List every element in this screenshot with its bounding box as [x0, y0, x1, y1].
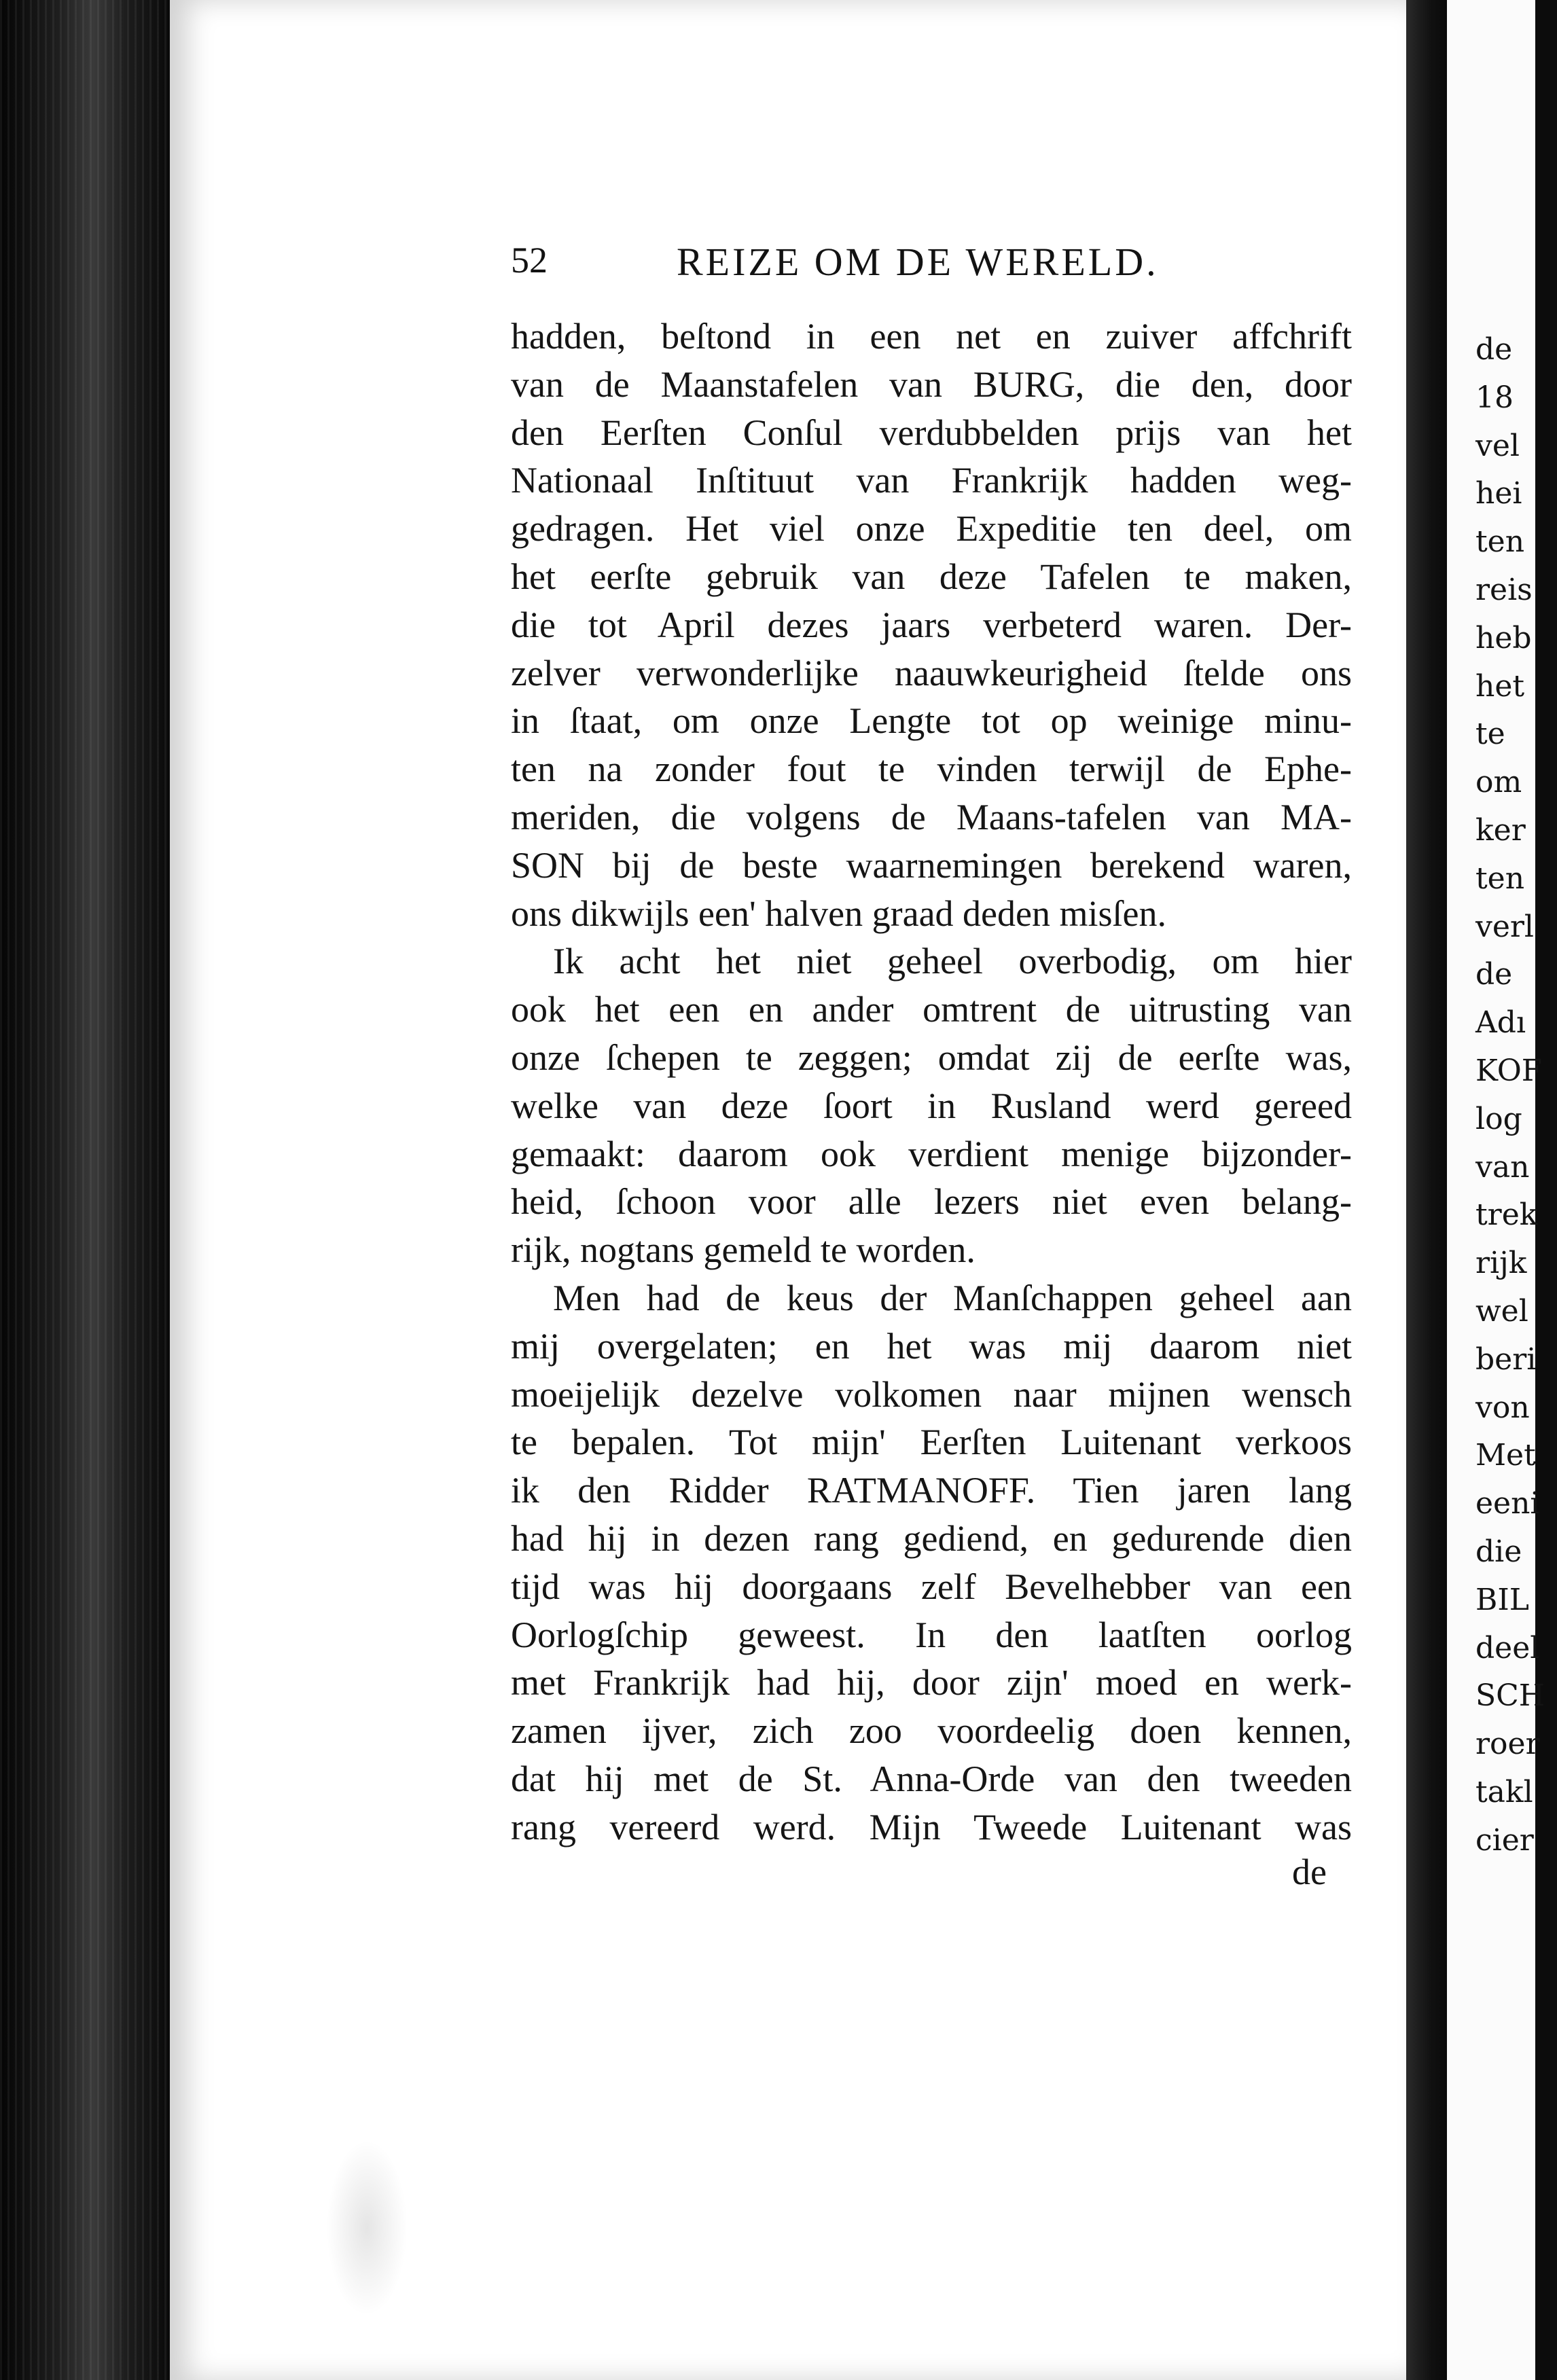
text-line: dat hij met de St. Anna-Orde van den tweeden [511, 1758, 1352, 1799]
fragment-line: het [1475, 668, 1525, 704]
text-line: gedragen. Het viel onze Expeditie ten deel, om [511, 508, 1352, 549]
text-line: welke van deze ſoort in Rusland werd gereed [511, 1085, 1352, 1126]
text-line: zelver verwonderlijke naauwkeurigheid ſtelde ons [511, 652, 1352, 693]
text-line: Oorlogſchip geweest. In den laatſten oorlog [511, 1614, 1352, 1655]
text-line: Men had de keus der Manſchappen geheel aan [553, 1277, 1352, 1318]
fragment-line: takl [1475, 1774, 1533, 1809]
fragment-line: SCH [1475, 1678, 1545, 1714]
running-header [511, 239, 1204, 293]
fragment-line: de [1475, 332, 1513, 367]
text-line: tijd was hij doorgaans zelf Bevelhebber van een [511, 1566, 1352, 1607]
book-gutter [1406, 0, 1447, 2380]
text-line: ook het een en ander omtrent de uitrusting van [511, 989, 1352, 1030]
fragment-line: ker [1475, 812, 1526, 848]
fragment-line: cier [1475, 1822, 1534, 1858]
fragment-line: beri [1475, 1341, 1537, 1377]
fragment-line: om [1475, 765, 1522, 800]
fragment-line: ten [1475, 861, 1525, 896]
fragment-line: BIL [1475, 1582, 1529, 1617]
fragment-line: te [1475, 717, 1505, 752]
fragment-line: 18 [1475, 380, 1514, 415]
fragment-line: van [1475, 1149, 1530, 1185]
fragment-line: vel [1475, 428, 1520, 463]
text-line: rijk, nogtans gemeld te worden. [511, 1229, 976, 1271]
text-line: te bepalen. Tot mijn' Eerſten Luitenant verkoos [511, 1422, 1352, 1463]
text-line: Nationaal Inſtituut van Frankrijk hadden weg- [511, 460, 1352, 501]
fragment-line: wel [1475, 1293, 1528, 1329]
fragment-line: reis [1475, 572, 1533, 607]
fragment-line: Met [1475, 1438, 1536, 1473]
text-line: ons dikwijls een' halven graad deden misſen. [511, 892, 1166, 934]
text-line: ik den Ridder RATMANOFF. Tien jaren lang [511, 1470, 1352, 1511]
fragment-line: deel [1475, 1630, 1540, 1665]
fragment-line: Adı [1475, 1005, 1526, 1041]
fragment-line: von [1475, 1390, 1530, 1425]
fragment-line: hei [1475, 476, 1522, 511]
text-line: had hij in dezen rang gediend, en gedurende dien [511, 1517, 1352, 1559]
text-line: zamen ijver, zich zoo voordeelig doen kennen, [511, 1710, 1352, 1752]
text-line: die tot April dezes jaars verbeterd waren. Der- [511, 604, 1352, 645]
fragment-line: roer [1475, 1727, 1540, 1762]
fragment-line: KOF [1475, 1053, 1543, 1088]
fragment-line: trek [1475, 1197, 1538, 1233]
catchword: de [1292, 1852, 1327, 1892]
page-number: 52 [511, 240, 548, 281]
text-line: SON bij de beste waarnemingen berekend waren, [511, 844, 1352, 886]
running-title: REIZE OM DE WERELD. [677, 240, 1159, 284]
text-line: meriden, die volgens de Maans-tafelen van MA- [511, 796, 1352, 837]
text-line: moeijelijk dezelve volkomen naar mijnen wensch [511, 1373, 1352, 1415]
text-line: den Eerſten Conſul verdubbelden prijs van het [511, 412, 1352, 453]
text-line: van de Maanstafelen van BURG, die den, door [511, 363, 1352, 405]
text-line: onze ſchepen te zeggen; omdat zij de eerſte was, [511, 1036, 1352, 1078]
text-line: het eerſte gebruik van deze Tafelen te maken, [511, 556, 1352, 597]
text-line: met Frankrijk had hij, door zijn' moed en werk- [511, 1662, 1352, 1703]
text-line: hadden, beſtond in een net en zuiver affchrift [511, 316, 1352, 357]
text-line: ten na zonder fout te vinden terwijl de Ephe- [511, 749, 1352, 790]
fragment-line: die [1475, 1534, 1522, 1569]
text-line: in ſtaat, om onze Lengte tot op weinige minu- [511, 700, 1352, 742]
facing-page-fragments [1475, 326, 1557, 1865]
paper-smudge [326, 2140, 408, 2316]
fragment-line: heb [1475, 620, 1532, 655]
fragment-line: rijk [1475, 1246, 1527, 1281]
fragment-line: verl [1475, 909, 1535, 944]
book-spine-edge [0, 0, 170, 2380]
text-line: mij overgelaten; en het was mij daarom niet [511, 1325, 1352, 1367]
page-body-text [511, 312, 1352, 1852]
fragment-line: eeni [1475, 1486, 1540, 1521]
fragment-line: de [1475, 957, 1513, 992]
fragment-line: log [1475, 1101, 1522, 1136]
text-line: Ik acht het niet geheel overbodig, om hier [553, 941, 1352, 982]
text-line: heid, ſchoon voor alle lezers niet even belang- [511, 1181, 1352, 1223]
text-line: rang vereerd werd. Mijn Tweede Luitenant was [511, 1806, 1352, 1847]
text-line: gemaakt: daarom ook verdient menige bijzonder- [511, 1133, 1352, 1174]
fragment-line: ten [1475, 524, 1525, 560]
